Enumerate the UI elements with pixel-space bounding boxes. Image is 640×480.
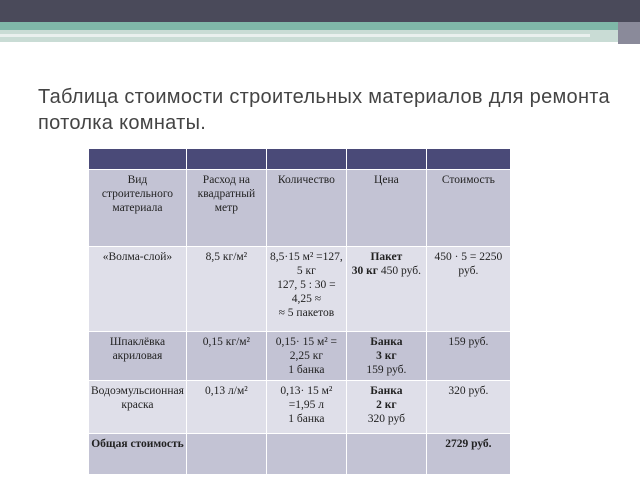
cell-cost: 320 руб.: [426, 381, 510, 434]
table-row-columns: [89, 170, 511, 247]
price-weight: 30 кг: [351, 265, 379, 277]
cell-quantity: [266, 332, 346, 381]
price-weight: 2 кг: [376, 399, 397, 411]
cell-rate: 0,15 кг/м²: [186, 332, 266, 381]
table-row: [89, 332, 511, 381]
col-header-cost: Стоимость: [426, 170, 510, 247]
top-decor-corner: [618, 22, 640, 44]
quantity-line: 0,13· 15 м² =1,95 л: [280, 385, 333, 411]
price-unit: Пакет: [370, 251, 403, 263]
quantity-line: 1 банка: [288, 364, 325, 376]
price-unit: Банка: [370, 385, 403, 397]
quantity-line: 127, 5 : 30 = 4,25 ≈: [277, 279, 336, 305]
top-decor-bar: [0, 0, 640, 22]
price-weight: 3 кг: [376, 350, 397, 362]
cell-material: Водоэмульсионная краска: [89, 381, 187, 434]
cell-total-cost: 2729 руб.: [426, 434, 510, 475]
quantity-line: 0,15· 15 м² = 2,25 кг: [275, 336, 338, 362]
cell-rate: 0,13 л/м²: [186, 381, 266, 434]
slide-title: Таблица стоимости строительных материалов для ремонта потолка комнаты.: [38, 86, 610, 134]
materials-table: [88, 148, 511, 475]
quantity-line: ≈ 5 пакетов: [278, 307, 335, 319]
col-header-price: Цена: [346, 170, 426, 247]
cell-price: [346, 247, 426, 332]
price-value: 320 руб: [367, 413, 405, 425]
top-decor-line: [0, 34, 590, 37]
cell-quantity: [266, 381, 346, 434]
price-value: 450 руб.: [380, 265, 421, 277]
cell-material: Шпаклёвка акриловая: [89, 332, 187, 381]
price-unit: Банка: [370, 336, 403, 348]
cell-quantity: [266, 247, 346, 332]
top-decor-stripe: [0, 22, 640, 30]
table-row: [89, 247, 511, 332]
cell-rate: 8,5 кг/м²: [186, 247, 266, 332]
table-header-band: [89, 149, 511, 170]
col-header-rate: Расход на квадратный метр: [186, 170, 266, 247]
price-value: 159 руб.: [366, 364, 407, 376]
cell-total-label: Общая стоимость: [89, 434, 187, 475]
col-header-material: Вид строительного материала: [89, 170, 187, 247]
quantity-line: 1 банка: [288, 413, 325, 425]
cell-price: [346, 332, 426, 381]
cell-cost: 450 · 5 = 2250 руб.: [426, 247, 510, 332]
table-row: [89, 381, 511, 434]
col-header-quantity: Количество: [266, 170, 346, 247]
cell-cost: 159 руб.: [426, 332, 510, 381]
quantity-line: 8,5·15 м² =127, 5 кг: [269, 251, 343, 277]
table-row-total: [89, 434, 511, 475]
cell-material: «Волма-слой»: [89, 247, 187, 332]
cell-price: [346, 381, 426, 434]
